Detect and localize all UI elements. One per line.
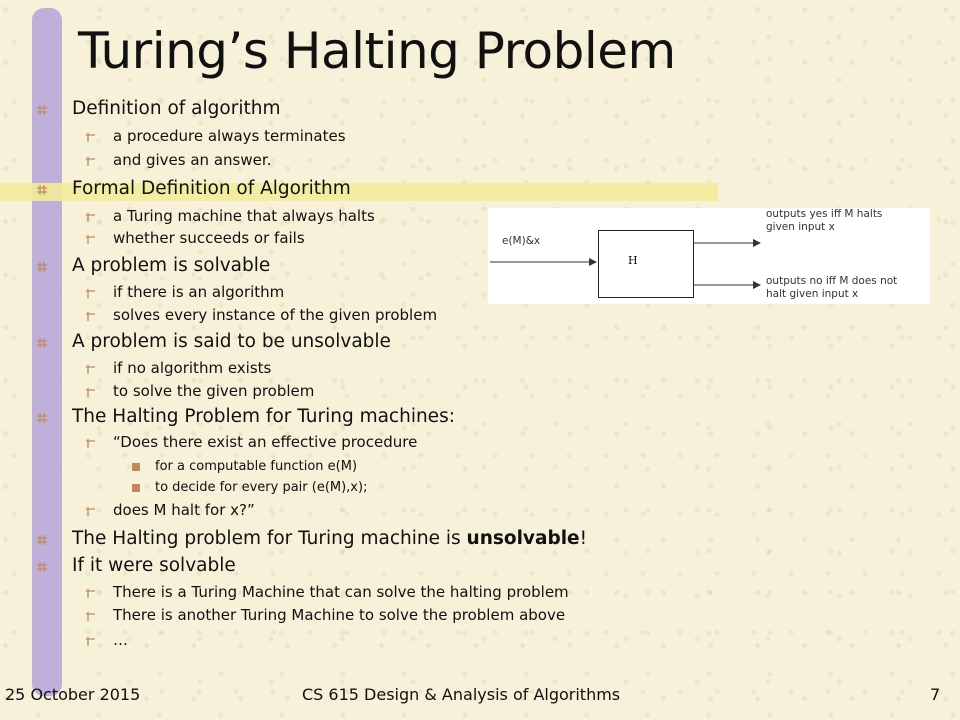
- bullet-marker-icon: [85, 156, 96, 167]
- bullet-item: [113, 129, 346, 144]
- bullet-item: [113, 231, 305, 246]
- bullet-marker-icon: [85, 212, 96, 223]
- bullet-item: [113, 608, 565, 623]
- bullet-text: does M halt for x?”: [113, 501, 255, 519]
- bullet-text: a procedure always terminates: [113, 127, 346, 145]
- bullet-text: …: [113, 631, 128, 649]
- bullet-text: if no algorithm exists: [113, 359, 272, 377]
- bullet-item: [113, 308, 437, 323]
- bullet-marker-icon: [85, 588, 96, 599]
- bullet-text: The Halting Problem for Turing machines:: [72, 406, 455, 427]
- bullet-text: A problem is solvable: [72, 255, 271, 276]
- bullet-item: [113, 435, 417, 450]
- bullet-marker-icon: [85, 506, 96, 517]
- bullet-text: a Turing machine that always halts: [113, 207, 375, 225]
- no-output-line2: halt given input x: [766, 288, 859, 301]
- bullet-marker-icon: [85, 387, 96, 398]
- bullet-marker-icon: [131, 462, 141, 472]
- yes-output-label: [766, 208, 882, 234]
- bullet-item: [113, 585, 569, 600]
- bullet-marker-icon: [85, 132, 96, 143]
- bullet-item: [155, 460, 357, 473]
- footer-page-number: 7: [930, 685, 941, 704]
- bullet-marker-icon: [85, 611, 96, 622]
- bullet-marker-icon: [85, 234, 96, 245]
- machine-box: [598, 230, 694, 298]
- bullet-text: The Halting problem for Turing machine is: [72, 528, 467, 549]
- bullet-text: solves every instance of the given problem: [113, 306, 438, 324]
- halting-machine-diagram: [488, 208, 930, 304]
- bullet-item: [72, 557, 236, 576]
- bullet-item: [72, 257, 270, 276]
- bullet-text: to decide for every pair (e(M),x);: [155, 480, 368, 495]
- bullet-item: [113, 285, 284, 300]
- bullet-marker-icon: [36, 104, 48, 116]
- bullet-text: “Does there exist an effective procedure: [113, 433, 418, 451]
- bullet-text: whether succeeds or fails: [113, 229, 305, 247]
- bullet-text: If it were solvable: [72, 555, 236, 576]
- bullet-text-end: !: [579, 528, 588, 549]
- bullet-marker-icon: [85, 288, 96, 299]
- bullet-marker-icon: [36, 184, 48, 196]
- machine-label: H: [628, 254, 638, 267]
- slide-title: Turing’s Halting Problem: [78, 22, 676, 80]
- bullet-item: [113, 361, 271, 376]
- input-label: e(M)&x: [502, 235, 541, 247]
- bullet-text: There is a Turing Machine that can solve the halting problem: [113, 583, 569, 601]
- bullet-item: [72, 333, 391, 352]
- bullet-item: [113, 633, 128, 648]
- bullet-marker-icon: [36, 337, 48, 349]
- bullet-item: [113, 153, 271, 168]
- bullet-item: [72, 530, 587, 549]
- bullet-item: [72, 180, 351, 199]
- yes-output-line1: outputs yes iff M halts: [766, 208, 883, 220]
- bullet-item: [113, 209, 375, 224]
- bullet-text: to solve the given problem: [113, 382, 315, 400]
- bullet-text: A problem is said to be unsolvable: [72, 331, 391, 352]
- bullet-item: [113, 384, 314, 399]
- bullet-marker-icon: [36, 534, 48, 546]
- bullet-marker-icon: [36, 261, 48, 273]
- bullet-marker-icon: [131, 483, 141, 493]
- bullet-emphasis: unsolvable: [466, 528, 580, 549]
- bullet-text: There is another Turing Machine to solve the problem above: [113, 606, 566, 624]
- bullet-text: for a computable function e(M): [155, 459, 358, 474]
- bullet-text: Definition of algorithm: [72, 98, 281, 119]
- yes-output-line2: given input x: [766, 221, 835, 234]
- bullet-marker-icon: [36, 561, 48, 573]
- no-output-label: [766, 275, 897, 301]
- bullet-marker-icon: [85, 311, 96, 322]
- footer-course: CS 615 Design & Analysis of Algorithms: [302, 685, 621, 704]
- bullet-text: if there is an algorithm: [113, 283, 285, 301]
- bullet-item: [72, 100, 280, 119]
- bullet-text: and gives an answer.: [113, 151, 272, 169]
- bullet-marker-icon: [85, 636, 96, 647]
- bullet-item: [72, 408, 455, 427]
- bullet-item: [155, 481, 367, 494]
- no-output-line1: outputs no iff M does not: [766, 275, 898, 287]
- bullet-item: [113, 503, 255, 518]
- bullet-marker-icon: [85, 438, 96, 449]
- bullet-marker-icon: [36, 412, 48, 424]
- bullet-marker-icon: [85, 364, 96, 375]
- footer-date: 25 October 2015: [5, 685, 141, 704]
- bullet-text: Formal Definition of Algorithm: [72, 178, 351, 199]
